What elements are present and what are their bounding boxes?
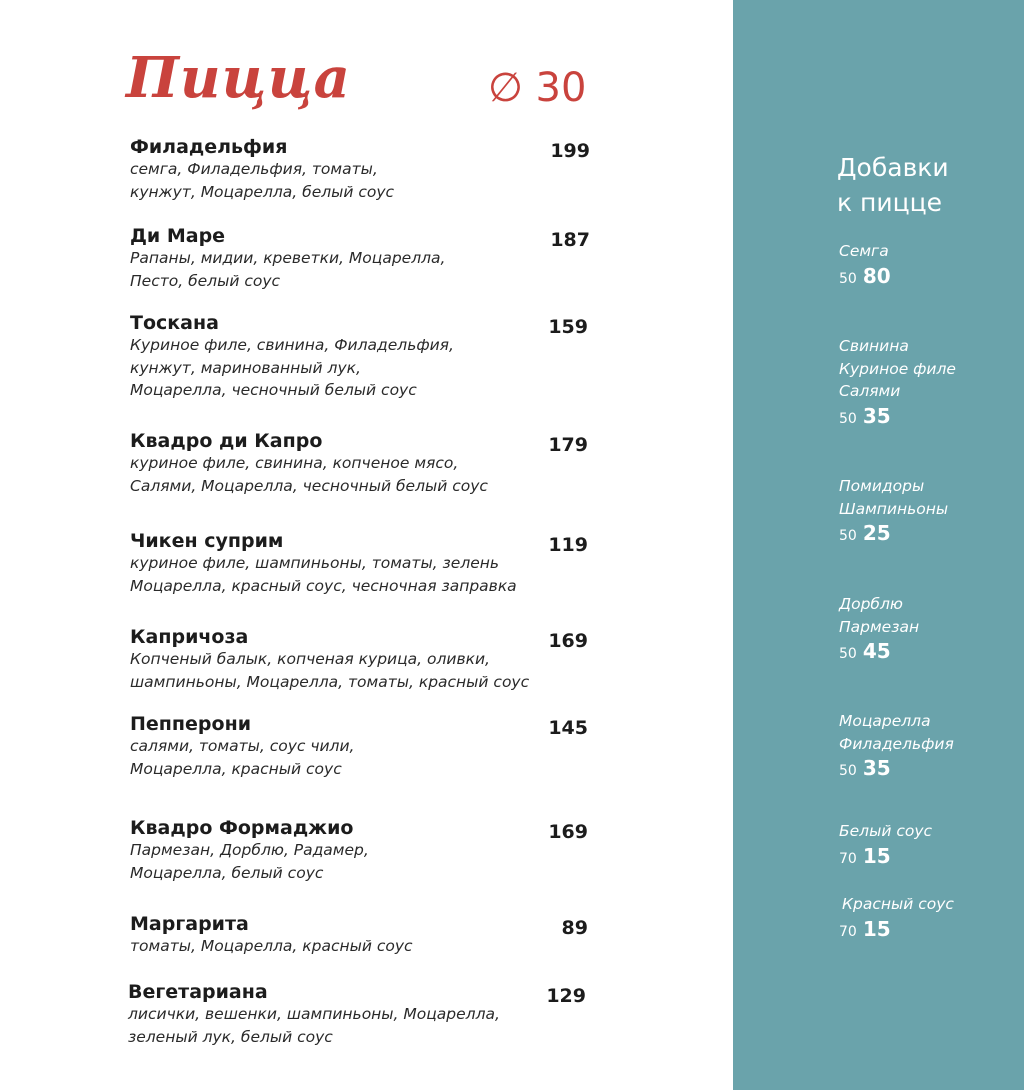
description-line: лисички, вешенки, шампиньоны, Моцарелла, [128,1005,500,1023]
description-line: куриное филе, шампиньоны, томаты, зелень [130,554,500,572]
addon-names [839,710,954,755]
menu-item-name: Квадро ди Капро [130,430,323,452]
menu-item-description [130,452,488,497]
menu-item-description [130,935,413,958]
addon-names [839,475,948,520]
menu-item-name: Ди Маре [130,225,226,247]
addons-sidebar [733,0,1024,1090]
menu-item-description [130,648,529,693]
description-line: Моцарелла, белый соус [130,863,324,882]
menu-item-name: Тоскана [130,312,219,334]
addon-name: Куриное филе [839,359,956,378]
description-line: Рапаны, мидии, креветки, Моцарелла, [130,249,446,267]
addon-name: Шампиньоны [839,499,949,518]
menu-item-description [130,158,394,203]
description-line: семга, Филадельфия, томаты, [130,160,378,178]
addon-group [839,820,932,871]
menu-item-price: 199 [550,140,590,162]
addon-weight: 50 [839,763,857,779]
addon-group [839,893,954,944]
addon-name: Помидоры [839,477,925,495]
pizza-size: ∅ 30 [488,65,587,111]
description-line: кунжут, Моцарелла, белый соус [130,182,395,201]
description-line: Куриное филе, свинина, Филадельфия, [130,336,454,354]
menu-item-name: Капричоза [130,626,249,648]
addon-price-row [839,844,932,871]
addon-name: Красный соус [842,895,954,913]
addon-weight: 50 [839,410,857,427]
addon-name: Моцарелла [839,712,931,730]
description-line: Песто, белый соус [130,271,281,290]
description-line: томаты, Моцарелла, красный соус [130,937,413,955]
description-line: Салями, Моцарелла, чесночный белый соус [130,476,488,495]
menu-item-description [130,247,445,292]
description-line: шампиньоны, Моцарелла, томаты, красный соус [130,672,530,691]
menu-item-name: Квадро Формаджио [130,817,354,839]
addon-price: 35 [862,756,891,780]
menu-item-price: 179 [548,434,588,456]
addon-names [842,893,954,916]
addon-group [839,710,954,783]
sidebar-title-line: к пицце [837,188,943,217]
addon-name: Пармезан [839,617,920,636]
addon-group [839,335,956,431]
menu-item-description [130,735,354,780]
menu-item-price: 145 [548,717,588,739]
addon-name: Белый соус [839,822,933,840]
menu-item-price: 159 [548,316,588,338]
menu-item-price: 169 [548,821,588,843]
menu-item-description [130,334,454,402]
menu-item-price: 89 [561,917,588,939]
addon-names [839,240,891,263]
description-line: Моцарелла, красный соус [130,759,342,778]
addon-name: Филадельфия [839,734,954,753]
addon-weight: 50 [839,270,857,287]
addon-price-row [839,264,891,291]
description-line: кунжут, маринованный лук, [130,358,361,377]
menu-title: Пицца [126,45,351,111]
menu-item-price: 119 [548,534,588,556]
addon-weight: 70 [839,850,857,867]
addon-weight: 50 [839,528,857,544]
addon-group [839,240,891,291]
addon-group [839,475,948,548]
addon-names [839,335,956,403]
addon-names [839,593,919,638]
description-line: Моцарелла, красный соус, чесночная заправка [130,576,517,595]
addon-price: 15 [862,843,891,868]
description-line: салями, томаты, соус чили, [130,737,355,755]
addon-price: 15 [862,916,891,941]
description-line: зеленый лук, белый соус [128,1027,333,1046]
sidebar-title-line: Добавки [837,153,949,182]
addon-price: 35 [862,403,891,428]
description-line: Пармезан, Дорблю, Радамер, [130,841,369,859]
menu-item-price: 187 [550,229,590,251]
addon-weight: 70 [839,923,857,940]
addon-price-row [839,756,954,783]
description-line: куриное филе, свинина, копченое мясо, [130,454,459,472]
menu-item-name: Вегетариана [128,981,268,1003]
addon-price: 25 [862,521,891,545]
addon-name: Дорблю [839,595,903,613]
addon-price-row [839,521,948,548]
menu-item-name: Чикен суприм [130,530,284,552]
menu-item-description [128,1003,500,1048]
addon-name: Семга [839,242,889,260]
menu-item-name: Филадельфия [130,136,288,158]
menu-item-price: 129 [546,985,586,1007]
addon-price-row [839,917,954,944]
sidebar-title [837,150,949,220]
addon-price-row [839,404,956,431]
menu-item-name: Маргарита [130,913,249,935]
addon-price-row [839,639,919,666]
addon-weight: 50 [839,646,857,662]
addon-price: 80 [862,263,891,288]
menu-item-description [130,552,517,597]
menu-item-price: 169 [548,630,588,652]
addon-group [839,593,919,666]
addon-name: Салями [839,382,901,400]
description-line: Копченый балык, копченая курица, оливки, [130,650,490,668]
addon-price: 45 [862,639,891,663]
description-line: Моцарелла, чесночный белый соус [130,381,417,399]
menu-item-description [130,839,369,884]
addon-name: Свинина [839,337,909,355]
menu-item-name: Пепперони [130,713,252,735]
addon-names [839,820,932,843]
